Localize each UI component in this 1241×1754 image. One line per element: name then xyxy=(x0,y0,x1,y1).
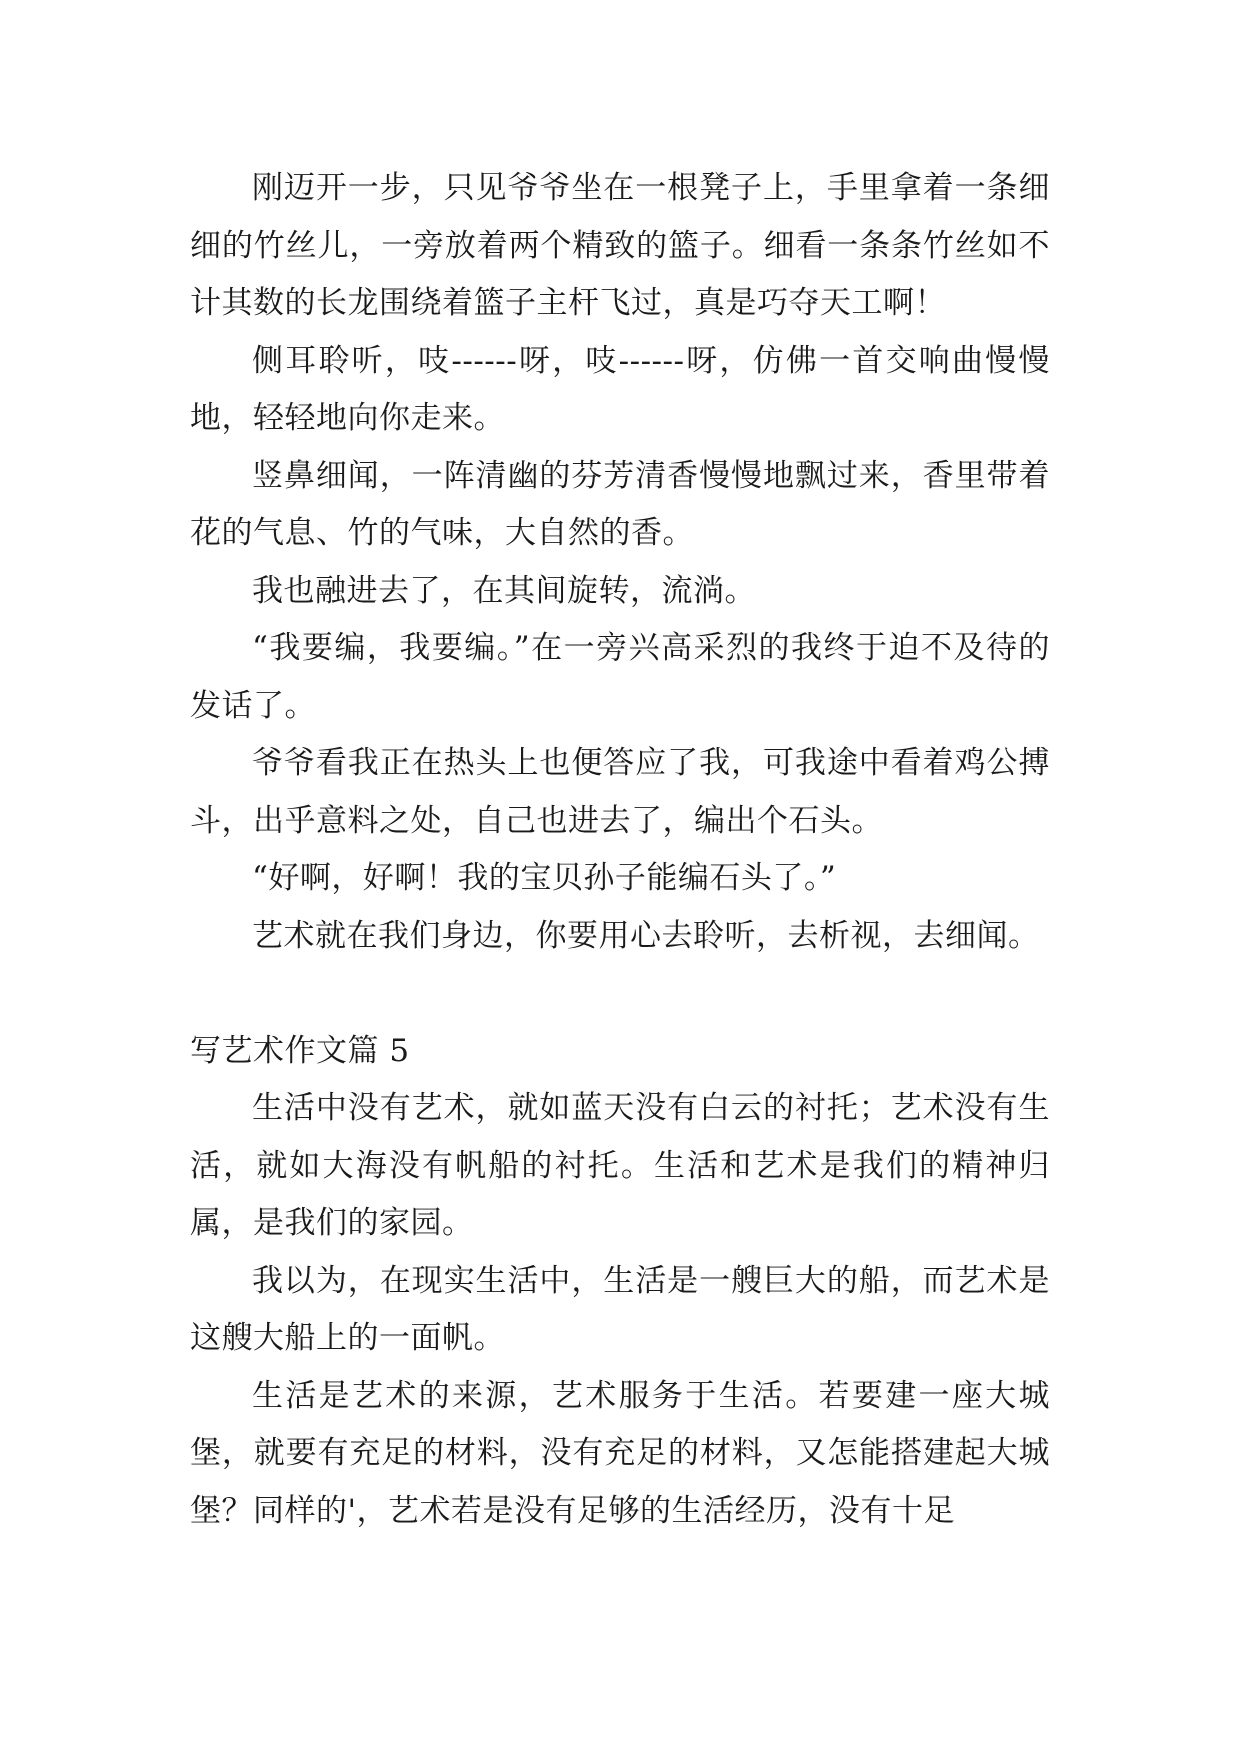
section-title: 写艺术作文篇 5 xyxy=(190,1032,410,1069)
paragraph-life-and-art: 生活中没有艺术，就如蓝天没有白云的衬托；艺术没有生活，就如大海没有帆船的衬托。生活和艺术是我们的精神归属，是我们的家园。 xyxy=(190,1090,1050,1241)
paragraph-art-around-us: 艺术就在我们身边，你要用心去聆听，去析视，去细闻。 xyxy=(252,917,1040,954)
paragraph-weaving-stone: 爷爷看我正在热头上也便答应了我，可我途中看着鸡公搏斗，出乎意料之处，自己也进去了，编出个石头。 xyxy=(190,745,1050,839)
paragraph-grandpa-praise: “好啊，好啊！我的宝贝孙子能编石头了。” xyxy=(252,860,837,896)
paragraph-ship-and-sail: 我以为，在现实生活中，生活是一艘巨大的船，而艺术是这艘大船上的一面帆。 xyxy=(190,1262,1050,1356)
paragraph-wanting-to-weave: “我要编，我要编。”在一旁兴高采烈的我终于迫不及待的发话了。 xyxy=(190,630,1050,724)
paragraph-grandpa-weaving: 刚迈开一步，只见爷爷坐在一根凳子上，手里拿着一条细细的竹丝儿，一旁放着两个精致的篮子。细看一条条竹丝如不计其数的长龙围绕着篮子主杆飞过，真是巧夺天工啊！ xyxy=(190,170,1050,321)
section-gap xyxy=(190,965,1050,1023)
paragraph-joining-in: 我也融进去了，在其间旋转，流淌。 xyxy=(252,572,756,609)
paragraph-listening: 侧耳聆听，吱------呀，吱------呀，仿佛一首交响曲慢慢地，轻轻地向你走来。 xyxy=(190,342,1050,436)
paragraph-source-of-art: 生活是艺术的来源，艺术服务于生活。若要建一座大城堡，就要有充足的材料，没有充足的材料，又怎能搭建起大城堡？同样的'，艺术若是没有足够的生活经历，没有十足 xyxy=(190,1377,1050,1529)
document-body xyxy=(190,160,1050,1540)
paragraph-smelling: 竖鼻细闻，一阵清幽的芬芳清香慢慢地飘过来，香里带着花的气息、竹的气味，大自然的香。 xyxy=(190,457,1050,551)
